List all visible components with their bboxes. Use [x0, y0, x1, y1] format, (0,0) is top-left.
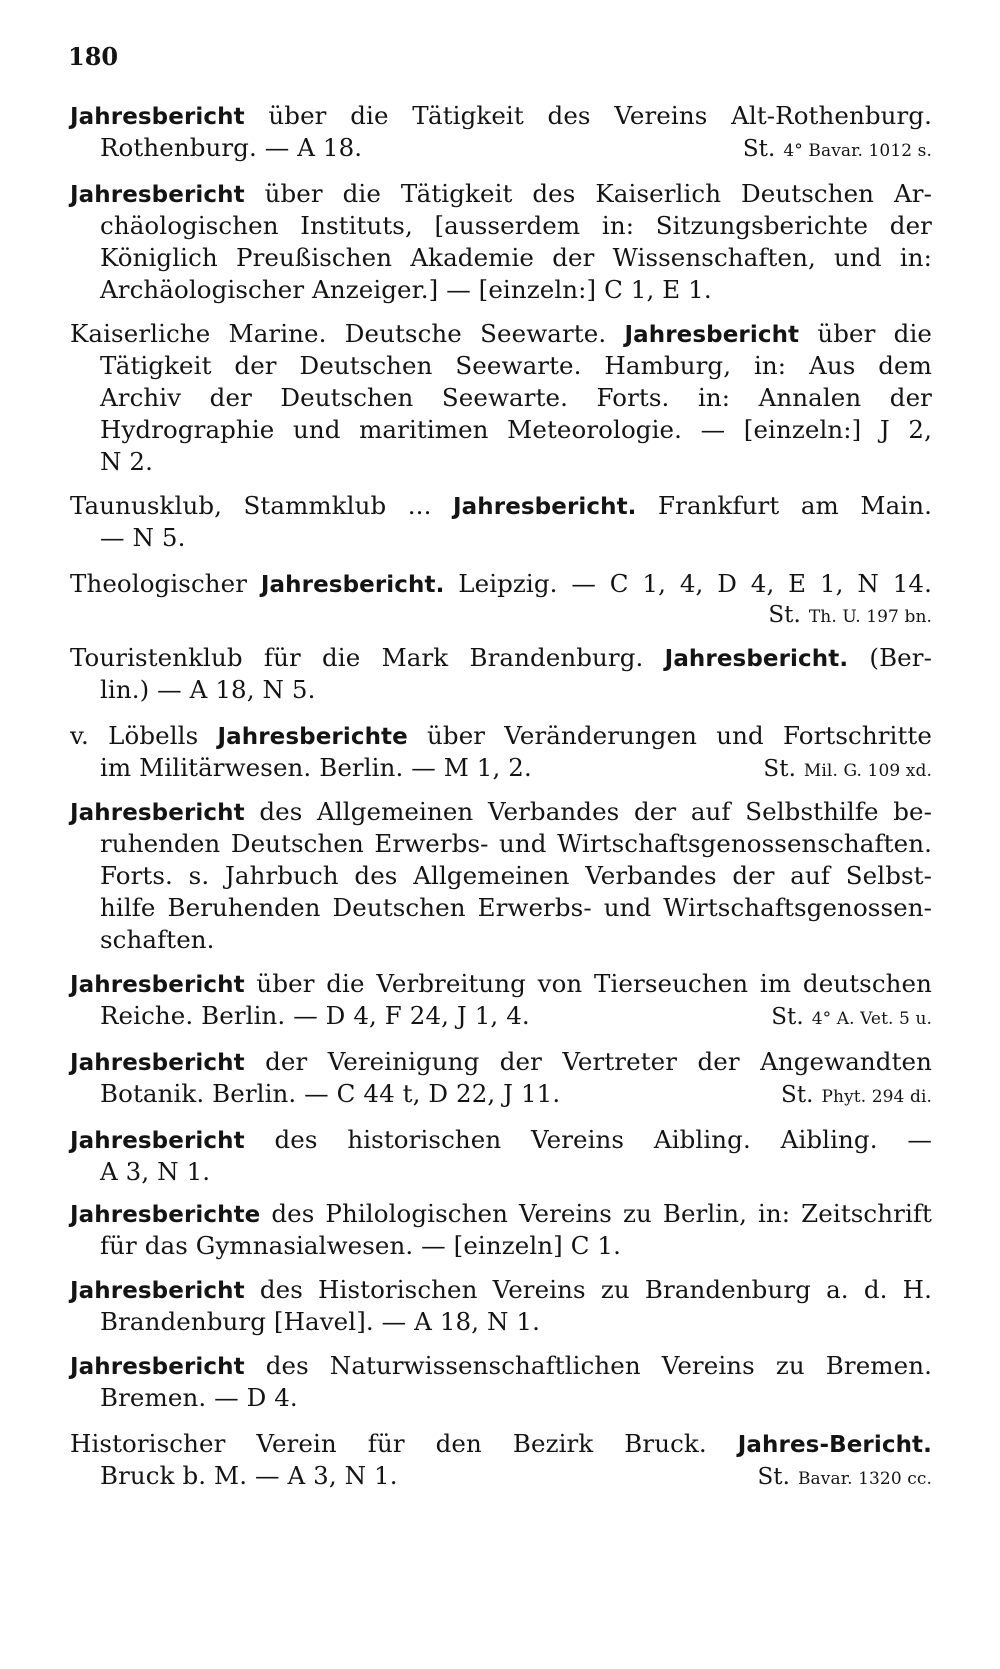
entry-text: Taunusklub, Stammklub ...	[70, 491, 453, 520]
shelfmark: St. 4° Bavar. 1012 s.	[742, 136, 932, 162]
entry-text: des Historischen Vereins zu Brandenburg a. d. H.	[244, 1275, 932, 1304]
entry-text: Rothenburg. — A 18.	[100, 133, 363, 162]
entry-line: Hydrographie und maritimen Meteorologie. — [einzeln:] J 2,	[100, 415, 932, 444]
entry-keyword: Jahresbericht	[70, 800, 245, 826]
bibliography-entry	[70, 1428, 932, 1492]
entry-line	[70, 1000, 932, 1032]
entry-text: (Ber-	[848, 643, 932, 672]
entry-text: Frankfurt am Main.	[636, 491, 932, 520]
entry-line: Tätigkeit der Deutschen Seewarte. Hamburg, in: Aus dem	[100, 351, 932, 380]
entry-keyword: Jahresbericht	[624, 322, 800, 348]
entry-keyword: Jahresbericht.	[260, 572, 445, 598]
entry-keyword: Jahresbericht	[70, 1354, 245, 1380]
entry-line	[70, 132, 932, 164]
bibliography-entry	[70, 1046, 932, 1110]
entry-keyword: Jahresbericht.	[453, 494, 637, 520]
entry-text: Kaiserliche Marine. Deutsche Seewarte.	[70, 319, 625, 348]
entry-line: — N 5.	[100, 523, 186, 552]
entry-line: A 3, N 1.	[100, 1157, 211, 1186]
shelfmark: St. Mil. G. 109 xd.	[763, 756, 932, 782]
bibliography-entry	[70, 318, 932, 478]
bibliography-entry	[70, 178, 932, 306]
entry-keyword: Jahresbericht	[70, 1050, 245, 1076]
entry-line: Archäologischer Anzeiger.] — [einzeln:] C 1, E 1.	[100, 275, 712, 304]
entry-keyword: Jahresbericht.	[664, 646, 849, 672]
entry-line	[70, 720, 932, 752]
entry-text: über die Verbreitung von Tierseuchen im deutschen	[244, 969, 932, 998]
entry-line	[70, 318, 932, 350]
page-number: 180	[68, 42, 119, 71]
entry-keyword: Jahres-Bericht.	[737, 1432, 932, 1458]
entry-line: für das Gymnasialwesen. — [einzeln] C 1.	[100, 1231, 622, 1260]
entry-line	[70, 642, 932, 674]
bibliography-entry	[70, 968, 932, 1032]
shelfmark: St. Bavar. 1320 cc.	[757, 1464, 932, 1490]
entry-line	[70, 1274, 932, 1306]
bibliography-entry	[70, 1198, 932, 1262]
bibliography-entry	[70, 568, 932, 628]
entry-line	[70, 178, 932, 210]
entry-text: Historischer Verein für den Bezirk Bruck.	[70, 1429, 738, 1458]
entry-text: Botanik. Berlin. — C 44 t, D 22, J 11.	[100, 1079, 561, 1108]
entry-text: Reiche. Berlin. — D 4, F 24, J 1, 4.	[100, 1001, 530, 1030]
bibliography-entry	[70, 642, 932, 706]
bibliography-entry	[70, 1274, 932, 1338]
entry-line	[70, 1428, 932, 1460]
entry-line	[70, 568, 932, 600]
entry-line: Brandenburg [Havel]. — A 18, N 1.	[100, 1307, 540, 1336]
entry-line	[70, 1460, 932, 1492]
entry-text: der Vereinigung der Vertreter der Angewandten	[244, 1047, 932, 1076]
entry-line: lin.) — A 18, N 5.	[100, 675, 316, 704]
entry-line	[70, 968, 932, 1000]
bibliography-entry	[70, 796, 932, 956]
entry-keyword: Jahresbericht	[70, 1278, 245, 1304]
entry-line	[70, 1124, 932, 1156]
entry-keyword: Jahresbericht	[70, 1128, 245, 1154]
entry-line	[70, 1350, 932, 1382]
entry-text: über die Tätigkeit des Vereins Alt-Rothenburg.	[244, 101, 932, 130]
entry-line	[70, 490, 932, 522]
entry-line: Forts. s. Jahrbuch des Allgemeinen Verbandes der auf Selbst-	[100, 861, 932, 890]
entry-line	[70, 100, 932, 132]
entry-text: im Militärwesen. Berlin. — M 1, 2.	[100, 753, 532, 782]
entry-line: schaften.	[100, 925, 215, 954]
entry-text: Touristenklub für die Mark Brandenburg.	[70, 643, 665, 672]
entry-text: Bruck b. M. — A 3, N 1.	[100, 1461, 398, 1490]
entry-line: chäologischen Instituts, [ausserdem in: Sitzungsberichte der	[100, 211, 932, 240]
entry-line: hilfe Beruhenden Deutschen Erwerbs- und Wirtschaftsgenossen-	[100, 893, 932, 922]
entry-keyword: Jahresbericht	[70, 182, 245, 208]
entry-line: N 2.	[100, 447, 154, 476]
entry-text: Leipzig. — C 1, 4, D 4, E 1, N 14.	[444, 569, 932, 598]
entry-text: des Allgemeinen Verbandes der auf Selbsthilfe be-	[244, 797, 932, 826]
bibliography-entry	[70, 1350, 932, 1414]
entry-text: v. Löbells	[70, 721, 218, 750]
shelfmark: St. 4° A. Vet. 5 u.	[771, 1004, 932, 1030]
entry-keyword: Jahresbericht	[70, 972, 245, 998]
entry-line	[70, 600, 932, 628]
entry-line: Bremen. — D 4.	[100, 1383, 298, 1412]
entry-keyword: Jahresberichte	[70, 1202, 261, 1228]
entry-line: Archiv der Deutschen Seewarte. Forts. in: Annalen der	[100, 383, 932, 412]
entry-text: über die	[799, 319, 933, 348]
entry-text: des historischen Vereins Aibling. Aibling. —	[244, 1125, 932, 1154]
entry-line: Königlich Preußischen Akademie der Wissenschaften, und in:	[100, 243, 932, 272]
entry-text: über die Tätigkeit des Kaiserlich Deutschen Ar-	[244, 179, 932, 208]
bibliography-entry	[70, 490, 932, 554]
entry-text: über Veränderungen und Fortschritte	[407, 721, 932, 750]
entry-line	[70, 1198, 932, 1230]
entry-keyword: Jahresbericht	[70, 104, 245, 130]
shelfmark: St. Th. U. 197 bn.	[768, 602, 932, 628]
entry-line	[70, 796, 932, 828]
bibliography-entry	[70, 100, 932, 164]
bibliography-entry	[70, 1124, 932, 1188]
entry-line: ruhenden Deutschen Erwerbs- und Wirtschaftsgenossenschaften.	[100, 829, 932, 858]
entry-text: Theologischer	[70, 569, 261, 598]
entry-text: des Philologischen Vereins zu Berlin, in: Zeitschrift	[260, 1199, 932, 1228]
bibliography-entry	[70, 720, 932, 784]
entry-line	[70, 1046, 932, 1078]
entry-text: des Naturwissenschaftlichen Vereins zu Bremen.	[244, 1351, 932, 1380]
shelfmark: St. Phyt. 294 di.	[780, 1082, 932, 1108]
entry-line	[70, 1078, 932, 1110]
entry-keyword: Jahresberichte	[217, 724, 408, 750]
entry-line	[70, 752, 932, 784]
